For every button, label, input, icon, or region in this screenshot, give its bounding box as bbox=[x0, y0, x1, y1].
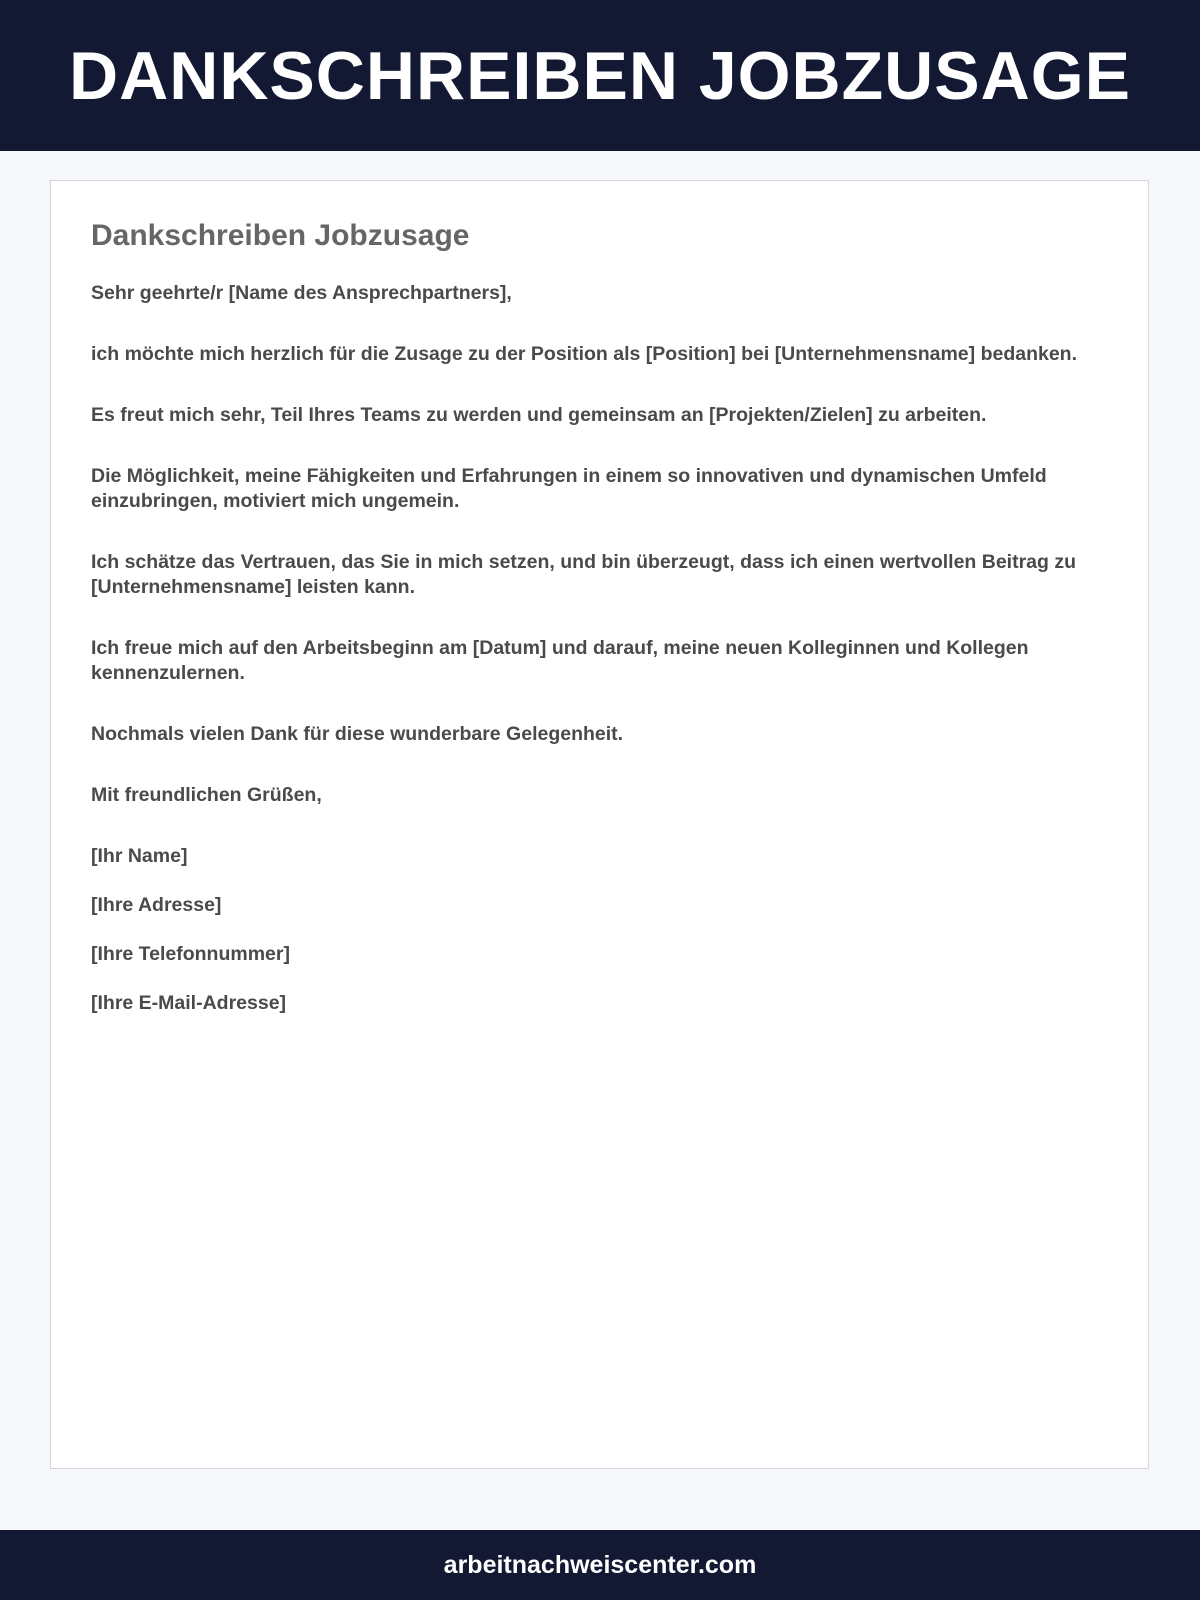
closing: Mit freundlichen Grüßen, bbox=[91, 784, 322, 806]
paragraph-final-thanks: Nochmals vielen Dank für diese wunderbare Gelegenheit. bbox=[91, 723, 624, 745]
banner-title: DANKSCHREIBEN JOBZUSAGE bbox=[69, 37, 1131, 114]
signature-name: [Ihr Name] bbox=[91, 845, 188, 867]
signature-email: [Ihre E-Mail-Adresse] bbox=[91, 992, 287, 1014]
letter-body bbox=[91, 281, 1091, 1040]
signature-phone: [Ihre Telefonnummer] bbox=[91, 943, 290, 965]
header-banner bbox=[0, 0, 1200, 151]
paragraph-team: Es freut mich sehr, Teil Ihres Teams zu werden und gemeinsam an [Projekten/Zielen] zu arbeiten. bbox=[91, 404, 987, 426]
paragraph-start-date: Ich freue mich auf den Arbeitsbeginn am [Datum] und darauf, meine neuen Kolleginnen und Kollegen kennenzulernen. bbox=[91, 637, 1029, 684]
footer-site-name: arbeitnachweiscenter.com bbox=[443, 1550, 757, 1579]
paragraph-thanks: ich möchte mich herzlich für die Zusage zu der Position als [Position] bei [Unternehmensname] bedanken. bbox=[91, 343, 1078, 365]
paragraph-opportunity: Die Möglichkeit, meine Fähigkeiten und Erfahrungen in einem so innovativen und dynamischen Umfeld einzubringen, motiviert mich ungemein. bbox=[91, 465, 1047, 512]
signature-address: [Ihre Adresse] bbox=[91, 894, 222, 916]
letter-document bbox=[50, 180, 1149, 1469]
paragraph-trust: Ich schätze das Vertrauen, das Sie in mich setzen, und bin überzeugt, dass ich einen wertvollen Beitrag zu [Unternehmensname] leisten kann. bbox=[91, 551, 1077, 598]
document-title: Dankschreiben Jobzusage bbox=[91, 219, 470, 252]
salutation: Sehr geehrte/r [Name des Ansprechpartners], bbox=[91, 282, 512, 304]
footer-banner bbox=[0, 1530, 1200, 1600]
